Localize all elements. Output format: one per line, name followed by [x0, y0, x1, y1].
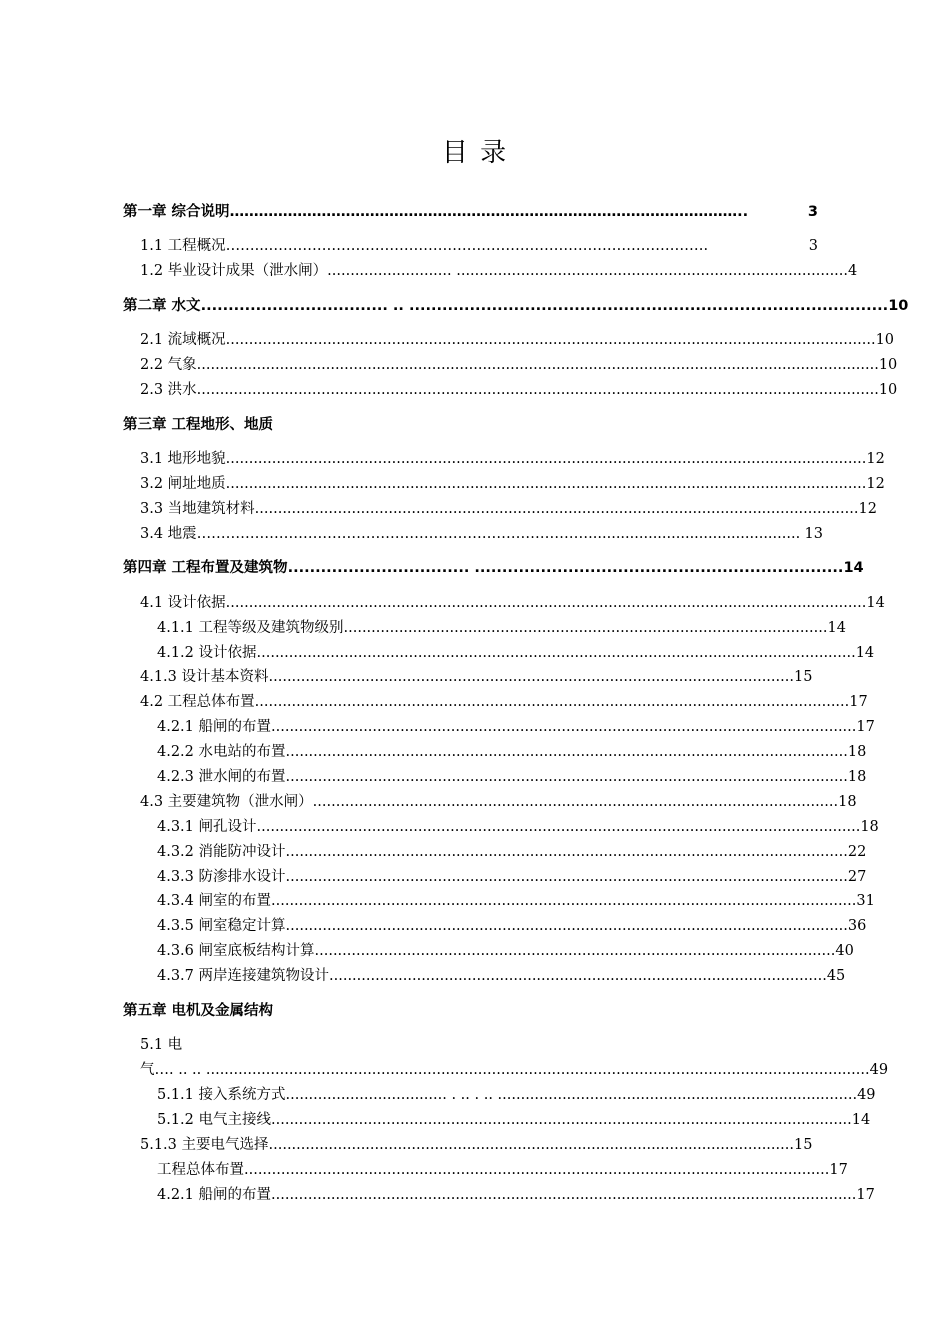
toc-dot-leader: .......................................................................................................................... [285, 769, 848, 785]
toc-page-number: 10 [875, 332, 895, 348]
toc-dot-leader: ........................... ..................................................................................... [327, 263, 849, 279]
toc-entry-label: 1.2 毕业设计成果（泄水闸） [140, 263, 328, 279]
toc-page-number: 17 [856, 1187, 875, 1203]
toc-entry [157, 717, 875, 737]
toc-entry [157, 1110, 871, 1130]
toc-entry-label: 4.1.2 设计依据 [157, 645, 257, 661]
toc-page-number: 3 [807, 204, 818, 220]
toc-entry [140, 355, 898, 375]
toc-entry-label: 4.3.1 闸孔设计 [157, 819, 257, 835]
toc-dot-leader: ............................................................................................................................... [271, 1187, 857, 1203]
toc-entry-label: 1.1 工程概况…… [140, 238, 255, 254]
toc-entry [157, 842, 867, 862]
toc-entry [157, 643, 875, 663]
toc-dot-leader: .......................................................................................................................... [285, 918, 848, 934]
toc-page-number: 40 [835, 943, 854, 959]
toc-entry [140, 236, 818, 256]
toc-entry [140, 449, 885, 469]
toc-dot-leader: ................................................................................................................................... [256, 819, 861, 835]
toc-entry [140, 380, 898, 400]
toc-entry [157, 941, 854, 961]
toc-dot-leader: ...………………………………………………………………………………. [254, 238, 709, 254]
toc-entry [157, 966, 846, 986]
toc-entry-label: 4.3.3 防渗排水设计 [157, 869, 286, 885]
toc-entry [157, 618, 846, 638]
toc-dot-leader: .................................................................................................................. [268, 1137, 794, 1153]
toc-dot-leader: ................................................................................................................................... [254, 501, 859, 517]
toc-entry-label: 4.2.2 水电站的布置 [157, 744, 286, 760]
toc-page-number: 14 [851, 1112, 871, 1128]
toc-page-number: 4 [848, 263, 858, 279]
toc-dot-leader: .............................................................................................................................. [271, 1112, 852, 1128]
toc-entry [157, 767, 867, 787]
toc-entry-label: 第四章 工程布置及建筑物 [123, 560, 288, 576]
toc-page-number: 10 [888, 298, 909, 314]
toc-page-number: 14 [855, 645, 875, 661]
toc-page-number: 17 [849, 694, 868, 710]
toc-entry-label: 2.1 流域概况 [140, 332, 226, 348]
toc-entry-label: 5.1.1 接入系统方式 [157, 1087, 286, 1103]
toc-entry [157, 867, 867, 887]
toc-chapter-entry [123, 1001, 273, 1021]
toc-page-number: 27 [847, 869, 867, 885]
toc-entry [157, 1185, 875, 1205]
toc-entry-label: 4.3.5 闸室稳定计算 [157, 918, 286, 934]
toc-entry-label: 3.1 地形地貌 [140, 451, 226, 467]
toc-page-number: 12 [866, 451, 885, 467]
toc-page-number: 45 [826, 968, 846, 984]
toc-entry-label: 4.2 工程总体布置 [140, 694, 255, 710]
toc-entry-label: 气 [140, 1062, 155, 1078]
toc-entry [140, 261, 858, 281]
toc-dot-leader: ……………………………………………………………………….............................................. [196, 526, 801, 542]
toc-entry [157, 1160, 848, 1180]
toc-entry-label: 4.3.7 两岸连接建筑物设计 [157, 968, 330, 984]
toc-entry-label: 第三章 工程地形、地质 [123, 417, 274, 433]
toc-page-number: 14 [843, 560, 864, 576]
toc-dot-leader: …………………………………………………………………………………………….. [229, 204, 749, 220]
toc-page-number: 49 [869, 1062, 889, 1078]
toc-entry-label: 工程总体布置 [157, 1162, 244, 1178]
toc-dot-leader: .................................................................................................................................................... [196, 357, 879, 373]
toc-page-number: 12 [866, 476, 885, 492]
toc-page-number: 18 [847, 769, 867, 785]
toc-page-number: 18 [847, 744, 867, 760]
toc-entry [140, 499, 877, 519]
toc-page-number: 14 [827, 620, 846, 636]
toc-page-number: 12 [858, 501, 877, 517]
toc-page-number: 22 [847, 844, 867, 860]
toc-dot-leader: ........................................................................................................................................... [225, 451, 867, 467]
toc-chapter-entry [123, 415, 273, 435]
toc-entry-label: 3.3 当地建筑材料 [140, 501, 255, 517]
toc-entry [140, 692, 868, 712]
toc-dot-leader: ............................................................................................................................... [244, 1162, 830, 1178]
toc-entry [140, 524, 823, 544]
toc-page-number: 18 [838, 794, 857, 810]
toc-dot-leader: .......................................................................................................................... [285, 869, 848, 885]
toc-entry-label: 4.2.1 船闸的布置 [157, 719, 272, 735]
toc-entry [140, 593, 885, 613]
toc-dot-leader: ................................... . .. . .. .............................................................................. [285, 1087, 858, 1103]
toc-entry [140, 330, 895, 350]
toc-dot-leader: ................................................................................................................................. [254, 694, 850, 710]
page-title: 目 录 [441, 138, 509, 168]
toc-dot-leader: .................................................................................................................................. [256, 645, 856, 661]
toc-page-number: 10 [878, 382, 898, 398]
toc-dot-leader: .................................................................................................................. [268, 669, 794, 685]
toc-chapter-entry [123, 296, 909, 316]
toc-page-number: 14 [866, 595, 885, 611]
toc-dot-leader: .......................................................................................................................... [285, 744, 848, 760]
toc-entry-label: 4.3.6 闸室底板结构计算 [157, 943, 315, 959]
toc-entry [140, 1135, 813, 1155]
toc-dot-leader: ............................................................................................................................... [271, 893, 857, 909]
toc-page-number: 15 [793, 1137, 813, 1153]
toc-entry-label: 4.3 主要建筑物（泄水闸） [140, 794, 313, 810]
toc-entry [140, 1035, 182, 1055]
toc-page-number: 15 [793, 669, 813, 685]
toc-page-number: 31 [856, 893, 875, 909]
toc-entry [157, 1085, 876, 1105]
toc-entry [157, 916, 867, 936]
toc-page-number: 13 [804, 526, 823, 542]
toc-dot-leader: ............................................................................................................ [329, 968, 827, 984]
toc-entry-label: 5.1.2 电气主接线 [157, 1112, 272, 1128]
toc-dot-leader: ......................................................................................................... [343, 620, 828, 636]
toc-entry [140, 792, 857, 812]
toc-entry-label: 4.1.3 设计基本资料 [140, 669, 269, 685]
toc-entry-label: 4.1 设计依据 [140, 595, 226, 611]
toc-entry-label: 4.3.2 消能防冲设计 [157, 844, 286, 860]
toc-page-number: 10 [878, 357, 898, 373]
toc-page-number: 49 [857, 1087, 876, 1103]
toc-dot-leader: .................................................................................................................. [312, 794, 839, 810]
toc-entry-label: 4.3.4 闸室的布置 [157, 893, 272, 909]
toc-dot-leader: .................................. .. ....................................................................................... [200, 298, 889, 314]
toc-entry-label: 2.3 洪水 [140, 382, 197, 398]
toc-dot-leader: ................................................................................................................. [314, 943, 836, 959]
toc-entry-label: 4.2.3 泄水闸的布置 [157, 769, 286, 785]
toc-entry [157, 891, 875, 911]
toc-entry-label: 第五章 电机及金属结构 [123, 1003, 274, 1019]
toc-page-number: 18 [860, 819, 879, 835]
toc-entry [157, 742, 867, 762]
toc-entry-label: 2.2 气象 [140, 357, 197, 373]
toc-page-number: 36 [847, 918, 867, 934]
toc-chapter-entry [123, 558, 864, 578]
toc-entry [140, 667, 813, 687]
toc-dot-leader: ........................................................................................................................................... [225, 476, 867, 492]
toc-page-number: 3 [808, 238, 818, 254]
toc-entry [140, 474, 885, 494]
toc-entry-label: 5.1.3 主要电气选择 [140, 1137, 269, 1153]
toc-entry-label: 5.1 电 [140, 1037, 183, 1053]
toc-chapter-entry [123, 202, 818, 222]
toc-entry [157, 817, 879, 837]
toc-entry-label: 3.4 地震 [140, 526, 197, 542]
toc-page-number: 17 [829, 1162, 848, 1178]
toc-dot-leader: .......................................................................................................................... [285, 844, 848, 860]
toc-dot-leader: .................................................................................................................................................... [196, 382, 879, 398]
toc-dot-leader: ............................................................................................................................................. [225, 332, 876, 348]
toc-entry [140, 1060, 889, 1080]
toc-entry-label: 4.1.1 工程等级及建筑物级别 [157, 620, 344, 636]
toc-entry-label: 3.2 闸址地质 [140, 476, 226, 492]
toc-dot-leader: ........................................................................................................................................... [225, 595, 867, 611]
toc-dot-leader: …. .. .. ................................................................................................................................................ [154, 1062, 870, 1078]
toc-entry-label: 4.2.1 船闸的布置 [157, 1187, 272, 1203]
toc-dot-leader: ................................. ................................................................... [287, 560, 844, 576]
toc-dot-leader: ............................................................................................................................... [271, 719, 857, 735]
toc-entry-label: 第二章 水文 [123, 298, 201, 314]
toc-entry-label: 第一章 综合说明 [123, 204, 230, 220]
toc-page-number: 17 [856, 719, 875, 735]
